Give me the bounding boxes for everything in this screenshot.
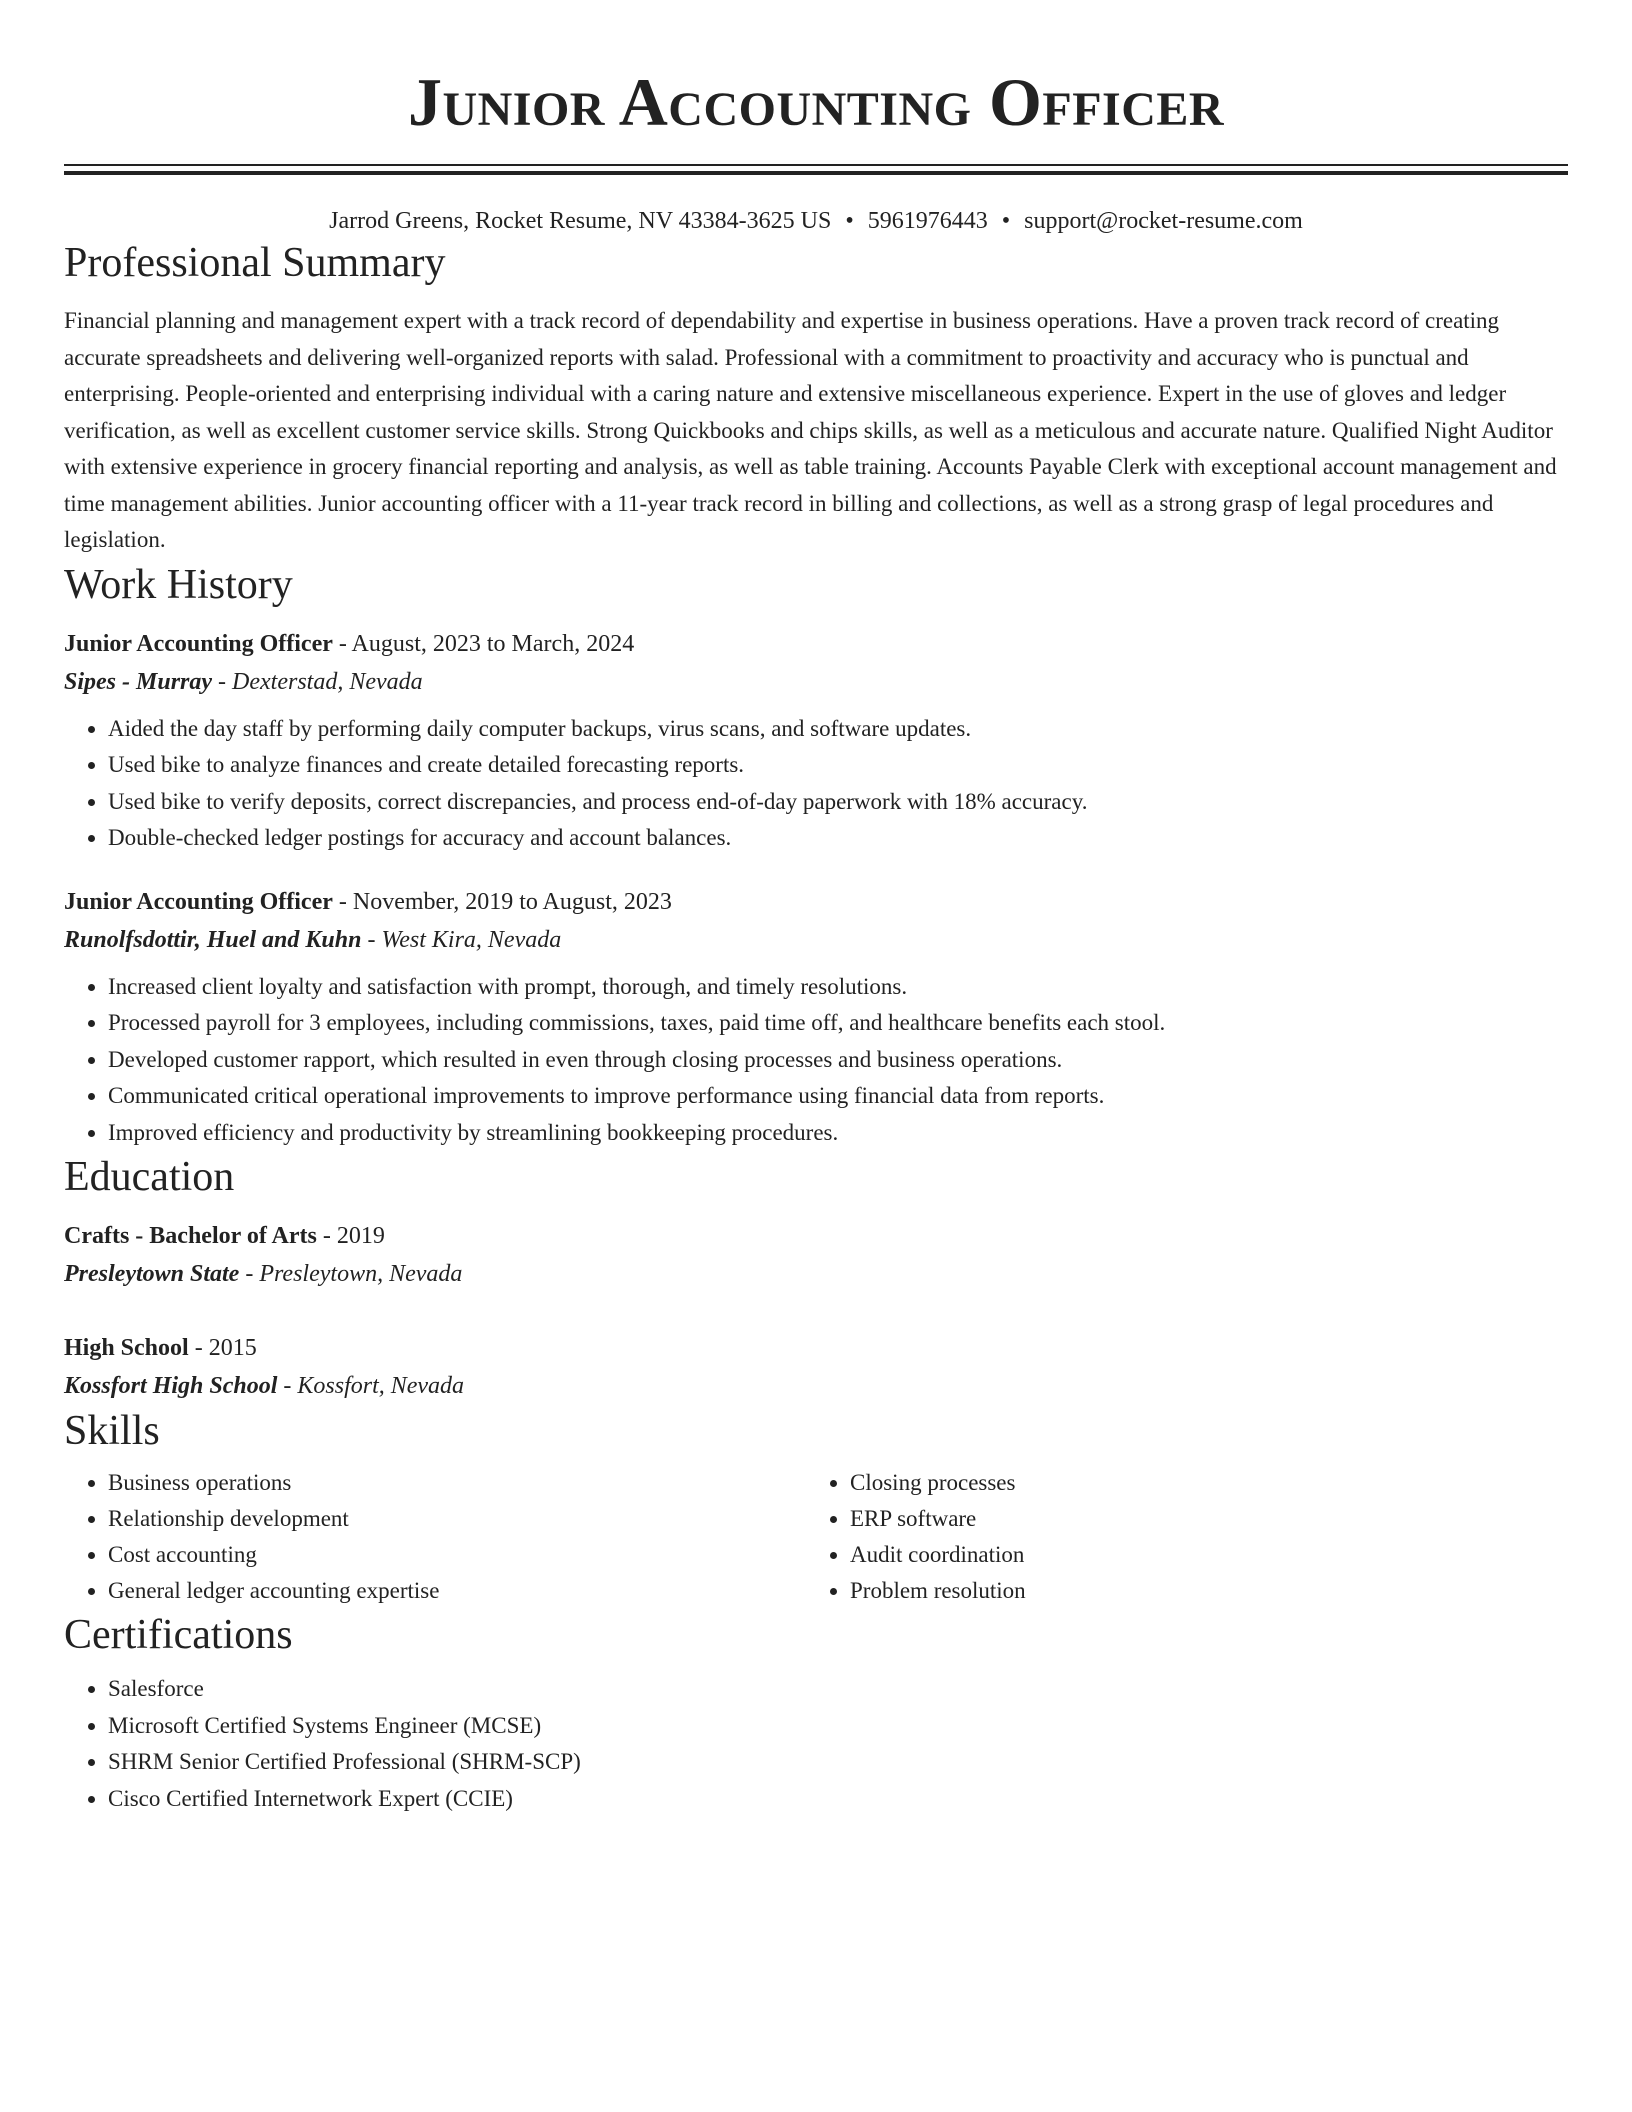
list-item: • Salesforce: [108, 1671, 1568, 1708]
school-location: - Kossfort, Nevada: [277, 1373, 465, 1399]
summary-heading: Professional Summary: [64, 240, 446, 286]
list-item: • Double-checked ledger postings for accuracy and account balances.: [108, 820, 1568, 857]
bullet-separator: •: [845, 208, 854, 234]
bullet-separator: •: [1001, 208, 1011, 234]
school-line: [64, 1255, 1568, 1293]
job-location: - West Kira, Nevada: [361, 926, 562, 953]
list-item: • Used bike to analyze finances and create detailed forecasting reports.: [108, 747, 1568, 784]
list-item: • Used bike to verify deposits, correct discrepancies, and process end-of-day paperwork with 18% accuracy.: [108, 784, 1568, 821]
job-dates: - November, 2019 to August, 2023: [332, 888, 672, 915]
education-entry-2: [64, 1329, 1568, 1405]
job-dates: - August, 2023 to March, 2024: [332, 630, 635, 657]
school-line: [64, 1367, 1568, 1405]
job-bullets: [64, 969, 1568, 1152]
list-item: • Relationship development: [108, 1501, 806, 1537]
list-item: • Processed payroll for 3 employees, including commissions, taxes, paid time off, and healthcare benefits each stool.: [108, 1005, 1568, 1042]
list-item: • Communicated critical operational improvements to improve performance using financial data from reports.: [108, 1078, 1568, 1115]
graduation-year: - 2019: [316, 1223, 385, 1249]
job-entry-2: [64, 883, 1568, 1152]
graduation-year: - 2015: [188, 1335, 257, 1361]
education-heading: Education: [64, 1154, 235, 1200]
list-item: • Increased client loyalty and satisfaction with prompt, thorough, and timely resolutions.: [108, 969, 1568, 1006]
degree: Crafts - Bachelor of Arts: [64, 1223, 317, 1249]
job-bullets: [64, 711, 1568, 857]
list-item: • General ledger accounting expertise: [108, 1573, 806, 1609]
title-divider: [64, 164, 1568, 175]
contact-email: support@rocket-resume.com: [1024, 208, 1303, 234]
job-company: Sipes - Murray: [64, 668, 213, 695]
job-title: Junior Accounting Officer: [64, 630, 333, 657]
list-item: • ERP software: [850, 1501, 1548, 1537]
skills-grid: [64, 1465, 1568, 1609]
school-name: Kossfort High School: [64, 1373, 278, 1399]
resume-title: Junior Accounting Officer: [407, 64, 1225, 140]
skills-column-right: [806, 1465, 1548, 1609]
school-location: - Presleytown, Nevada: [239, 1261, 463, 1287]
certifications-list: [64, 1671, 1568, 1817]
list-item: • Cost accounting: [108, 1537, 806, 1573]
contact-line: [64, 205, 1568, 237]
skills-column-left: [64, 1465, 806, 1609]
list-item: • Developed customer rapport, which resulted in even through closing processes and business operations.: [108, 1042, 1568, 1079]
list-item: • Audit coordination: [850, 1537, 1548, 1573]
degree-line: [64, 1217, 1568, 1255]
job-company-line: [64, 663, 1568, 701]
job-company-line: [64, 921, 1568, 959]
list-item: • Aided the day staff by performing daily computer backups, virus scans, and software updates.: [108, 711, 1568, 748]
job-title-line: [64, 625, 1568, 663]
job-title: Junior Accounting Officer: [64, 888, 333, 915]
job-title-line: [64, 883, 1568, 921]
list-item: • Microsoft Certified Systems Engineer (MCSE): [108, 1708, 1568, 1745]
job-entry-1: [64, 625, 1568, 857]
list-item: • Cisco Certified Internetwork Expert (CCIE): [108, 1781, 1568, 1818]
school-name: Presleytown State: [64, 1261, 240, 1287]
job-company: Runolfsdottir, Huel and Kuhn: [64, 926, 362, 953]
list-item: • Closing processes: [850, 1465, 1548, 1501]
summary-text: Financial planning and management expert with a track record of dependability and expertise in business operations. Have a proven track record of creating accurate spreadsheets and delivering well-organized reports with salad. Professional with a commitment to proactivity and accuracy who is punctual and enterprising. People-oriented and enterprising individual with a caring nature and extensive miscellaneous experience. Expert in the use of gloves and ledger verification, as well as excellent customer service skills. Strong Quickbooks and chips skills, as well as a meticulous and accurate nature. Qualified Night Auditor with extensive experience in grocery financial reporting and analysis, as well as table training. Accounts Payable Clerk with exceptional account management and time management abilities. Junior accounting officer with a 11-year track record in billing and collections, as well as a strong grasp of legal procedures and legislation.: [64, 308, 1557, 552]
degree-line: [64, 1329, 1568, 1367]
skills-heading: Skills: [64, 1408, 160, 1454]
list-item: • Business operations: [108, 1465, 806, 1501]
degree: High School: [64, 1335, 189, 1361]
list-item: • Improved efficiency and productivity by streamlining bookkeeping procedures.: [108, 1115, 1568, 1152]
education-entry-1: [64, 1217, 1568, 1293]
certifications-heading: Certifications: [64, 1612, 293, 1658]
contact-address: Jarrod Greens, Rocket Resume, NV 43384-3625 US: [329, 208, 832, 234]
list-item: • SHRM Senior Certified Professional (SHRM-SCP): [108, 1744, 1568, 1781]
list-item: • Problem resolution: [850, 1573, 1548, 1609]
job-location: - Dexterstad, Nevada: [212, 668, 423, 695]
work-history-heading: Work History: [64, 561, 293, 608]
contact-phone: 5961976443: [867, 208, 988, 234]
